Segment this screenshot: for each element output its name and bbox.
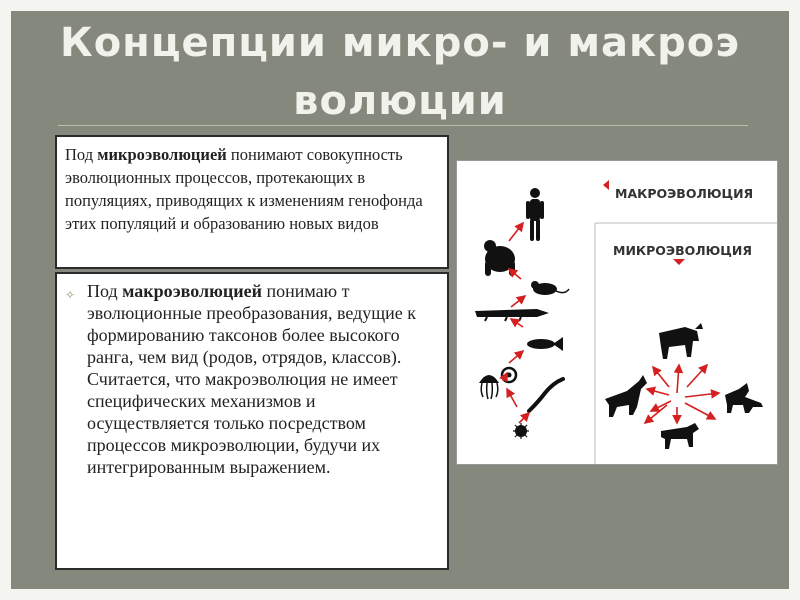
macroevolution-label: МАКРОЭВОЛЮЦИЯ [615,186,754,201]
title-divider [58,125,748,126]
title-line-2: волюции [293,78,507,124]
evolution-diagram [456,160,778,465]
micro-definition-text: понимают совокупность эволюционных процессов, протекающих в популяциях, приводящих к изменениям генофонда этих популяций и образованию новых видов [65,145,423,233]
fox-icon [725,383,763,413]
macro-definition [87,280,439,478]
micro-label-arrow-icon [673,259,685,265]
microevolution-label: МИКРОЭВОЛЮЦИЯ [613,243,752,258]
microbe-icon [513,423,529,439]
hyena-icon [659,323,703,359]
macroevolution-definition-box [55,272,449,570]
rat-icon [531,281,569,295]
micro-animals [605,323,763,449]
dog-icon [661,423,699,449]
bullet-icon: ✧ [65,288,76,302]
fish-icon [527,337,563,351]
micro-prefix: Под [65,145,98,164]
title-line-1: Концепции микро- и макроэ [60,20,740,66]
macro-definition-text: понимаю т эволюционные преобразования, ведущие к формированию таксонов более высокого ранга, чем вид (родов, отрядов, классов). Считается, что макроэволюция не имеет специфических механизмов и осуществляется только посредством процессов микроэволюции, будучи их интегрированным выражением. [87,281,417,477]
worm-icon [529,379,563,411]
human-icon [526,188,544,241]
macro-term: макроэволюцией [122,281,262,301]
evolution-diagram-svg [457,161,779,466]
micro-arrows [645,365,719,423]
macro-label-arrow-icon [603,180,609,190]
jellyfish-icon [479,375,499,399]
micro-term: микроэволюцией [97,145,227,164]
wolf-icon [605,375,647,417]
slide-title [30,14,770,130]
microevolution-definition-box [55,135,449,269]
macro-prefix: Под [87,281,123,301]
macro-animals [475,188,569,439]
